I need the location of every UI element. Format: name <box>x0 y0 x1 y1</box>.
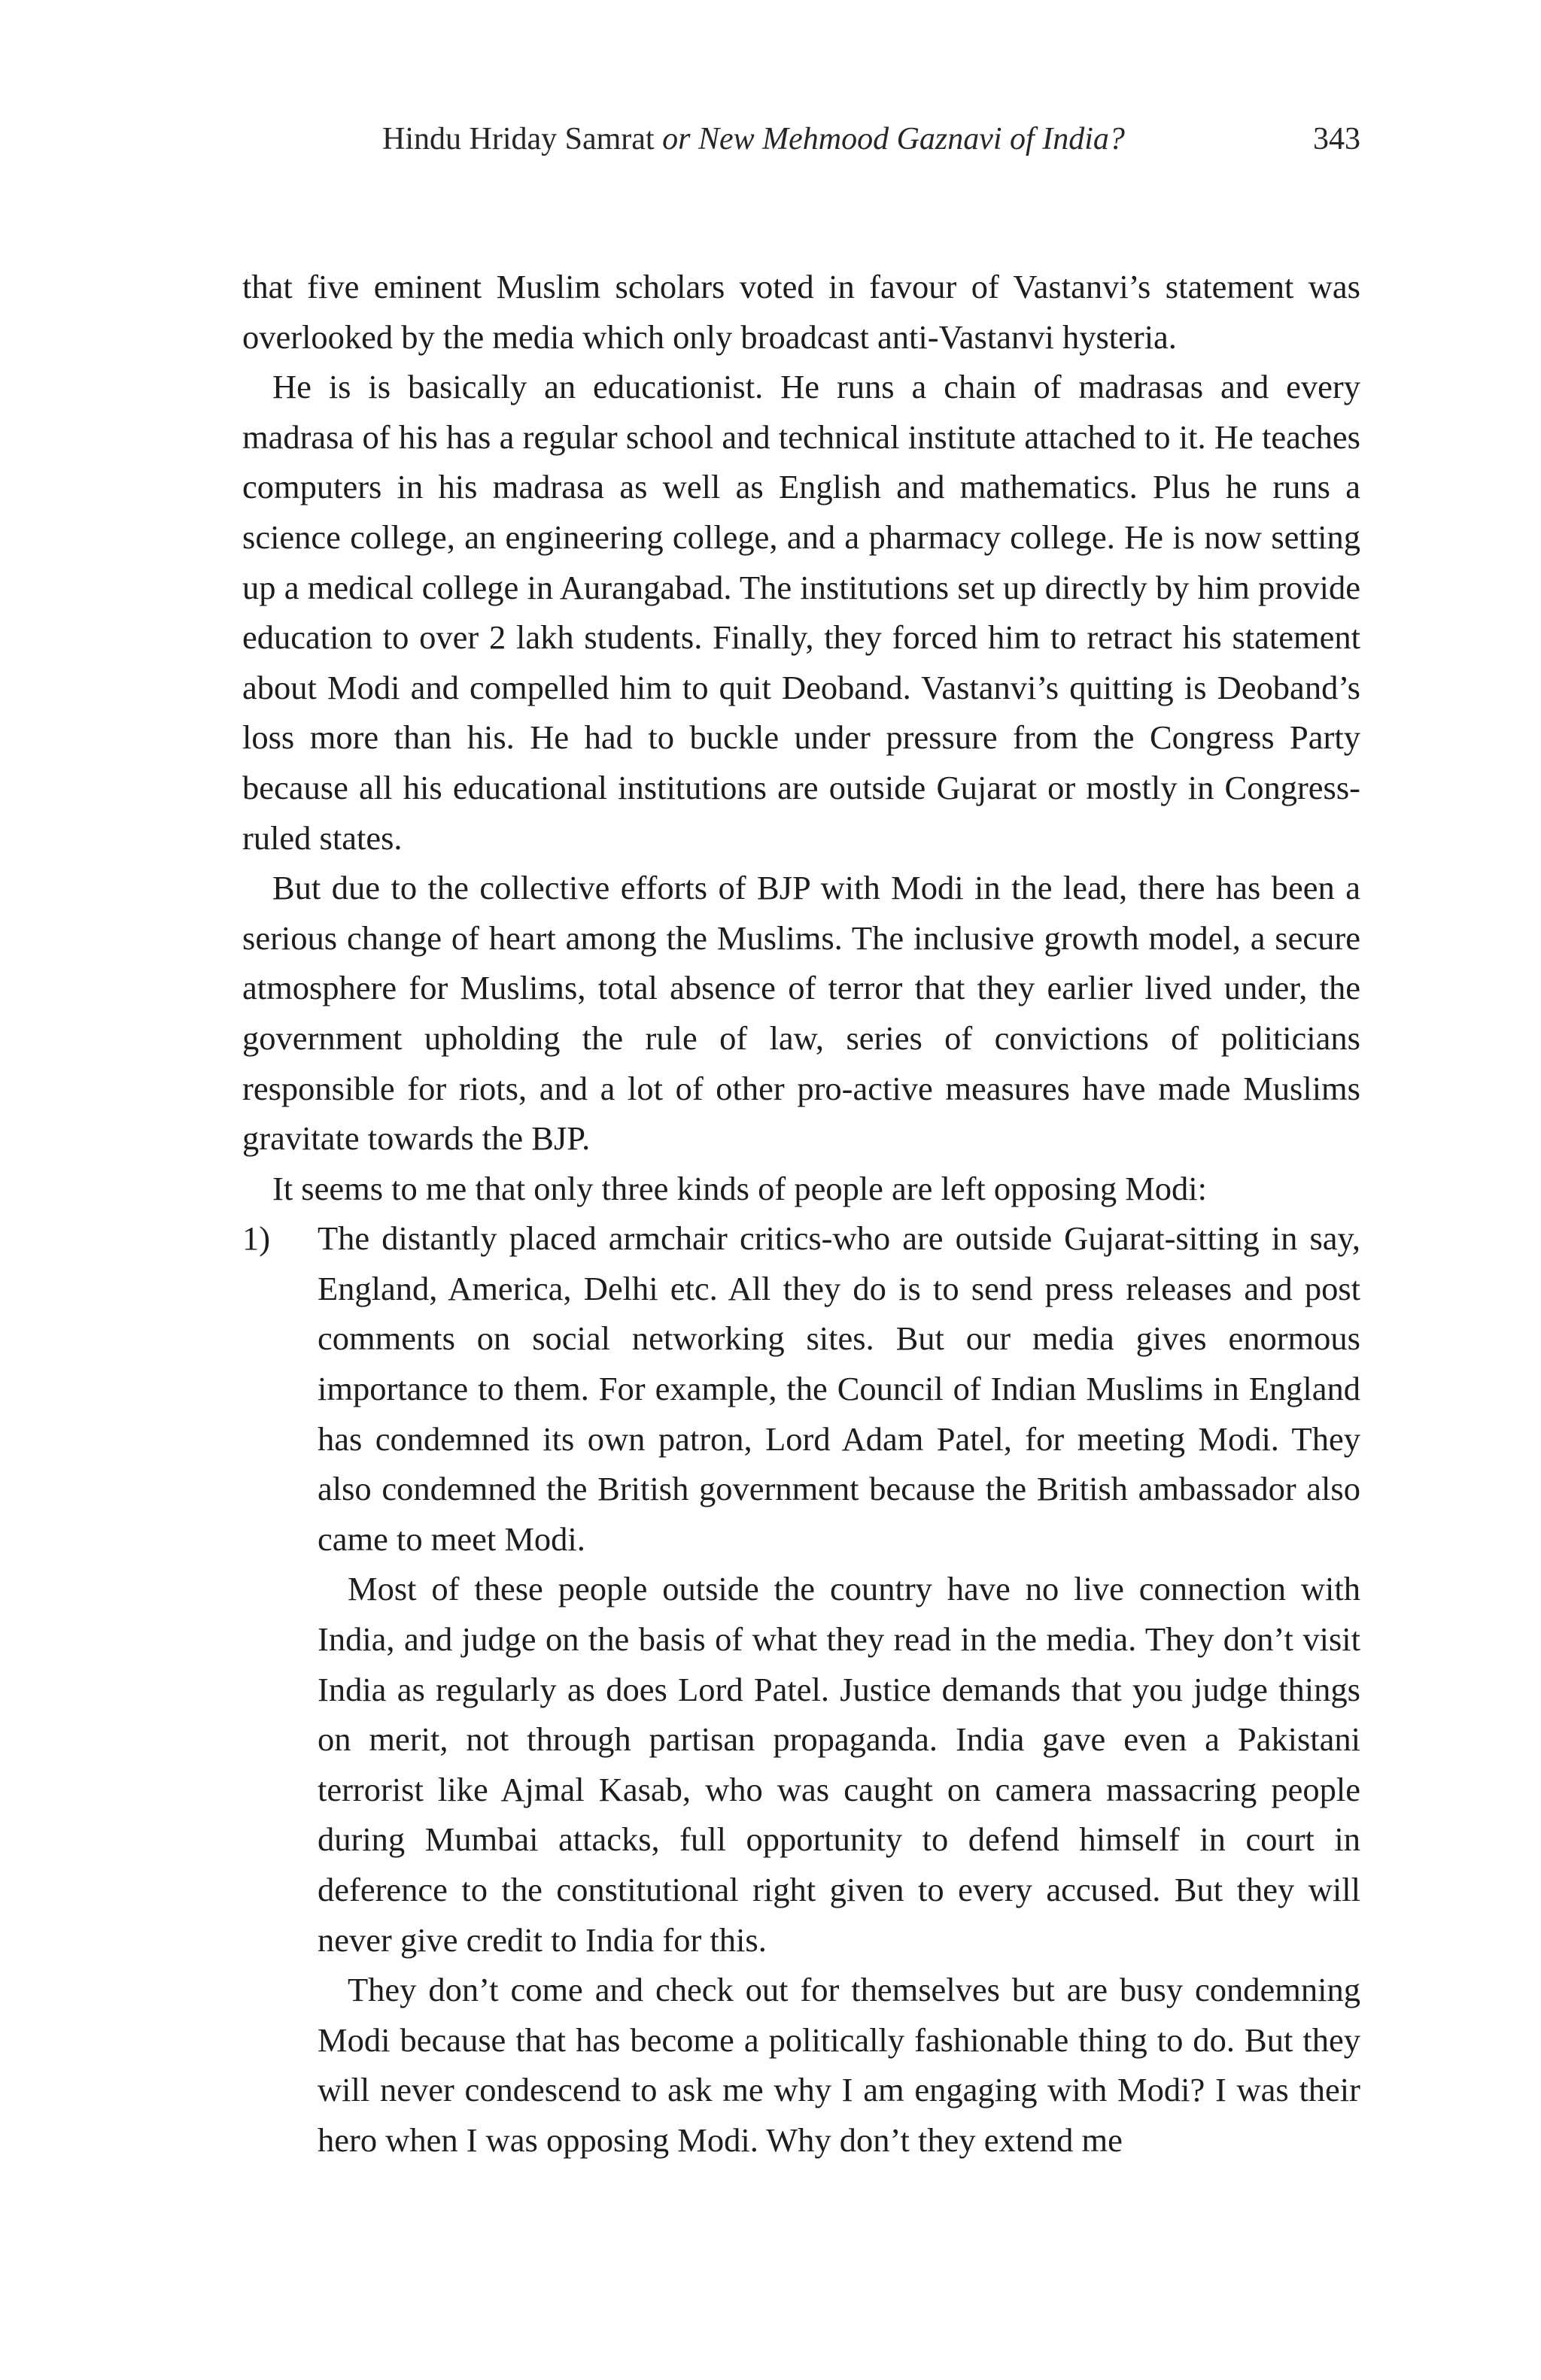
paragraph-continuation: that five eminent Muslim scholars voted in favour of Vastanvi’s statement was overlooked by the media which only broadcast anti-Vastanvi hysteria. <box>242 268 1360 356</box>
running-title-italic: or New Mehmood Gaznavi of India? <box>662 122 1125 156</box>
list-item <box>242 1213 1360 2165</box>
body-text <box>242 262 1360 2166</box>
running-title-roman: Hindu Hriday Samrat <box>382 122 655 156</box>
numbered-list <box>242 1213 1360 2165</box>
paragraph-bjp-efforts: But due to the collective efforts of BJP with Modi in the lead, there has been a serious change of heart among the Muslims. The inclusive growth model, a secure atmosphere for Muslims, total absence of terror that they earlier lived under, the government upholding the rule of law, series of convictions of politicians responsible for riots, and a lot of other pro-active measures have made Muslims gravitate towards the BJP. <box>242 869 1360 1158</box>
list-item-paragraph: Most of these people outside the country have no live connection with India, and judge on the basis of what they read in the media. They don’t visit India as regularly as does Lord Patel. Justice demands that you judge things on merit, not through partisan propaganda. India gave even a Pakistani terrorist like Ajmal Kasab, who was caught on camera massacring people during Mumbai attacks, full opportunity to defend himself in court in deference to the constitutional right given to every accused. But they will never give credit to India for this. <box>318 1570 1360 1959</box>
list-item-paragraph: They don’t come and check out for themselves but are busy condemning Modi because that has become a politically fashionable thing to do. But they will never condescend to ask me why I am engaging with Modi? I was their hero when I was opposing Modi. Why don’t they extend me <box>318 1971 1360 2159</box>
running-head <box>382 120 1360 158</box>
list-item-paragraph: The distantly placed armchair critics-who are outside Gujarat-sitting in say, England, America, Delhi etc. All they do is to send press releases and post comments on social networking sites. But our media gives enormous importance to them. For example, the Council of Indian Muslims in England has condemned its own patron, Lord Adam Patel, for meeting Modi. They also condemned the British government because the British ambassador also came to meet Modi. <box>318 1219 1360 1558</box>
paragraph-list-intro: It seems to me that only three kinds of people are left opposing Modi: <box>272 1169 1208 1207</box>
paragraph-educationist: He is is basically an educationist. He runs a chain of madrasas and every madrasa of his has a regular school and technical institute attached to it. He teaches computers in his madrasa as well as English and mathematics. Plus he runs a science college, an engineering college, and a pharmacy college. He is now setting up a medical college in Aurangabad. The institutions set up directly by him provide education to over 2 lakh students. Finally, they forced him to retract his statement about Modi and compelled him to quit Deoband. Vastanvi’s quitting is Deoband’s loss more than his. He had to buckle under pressure from the Congress Party because all his educational institutions are outside Gujarat or mostly in Congress-ruled states. <box>242 368 1360 857</box>
page-number: 343 <box>1313 122 1360 156</box>
running-title <box>382 122 1125 156</box>
list-item-number: 1) <box>242 1219 271 1258</box>
